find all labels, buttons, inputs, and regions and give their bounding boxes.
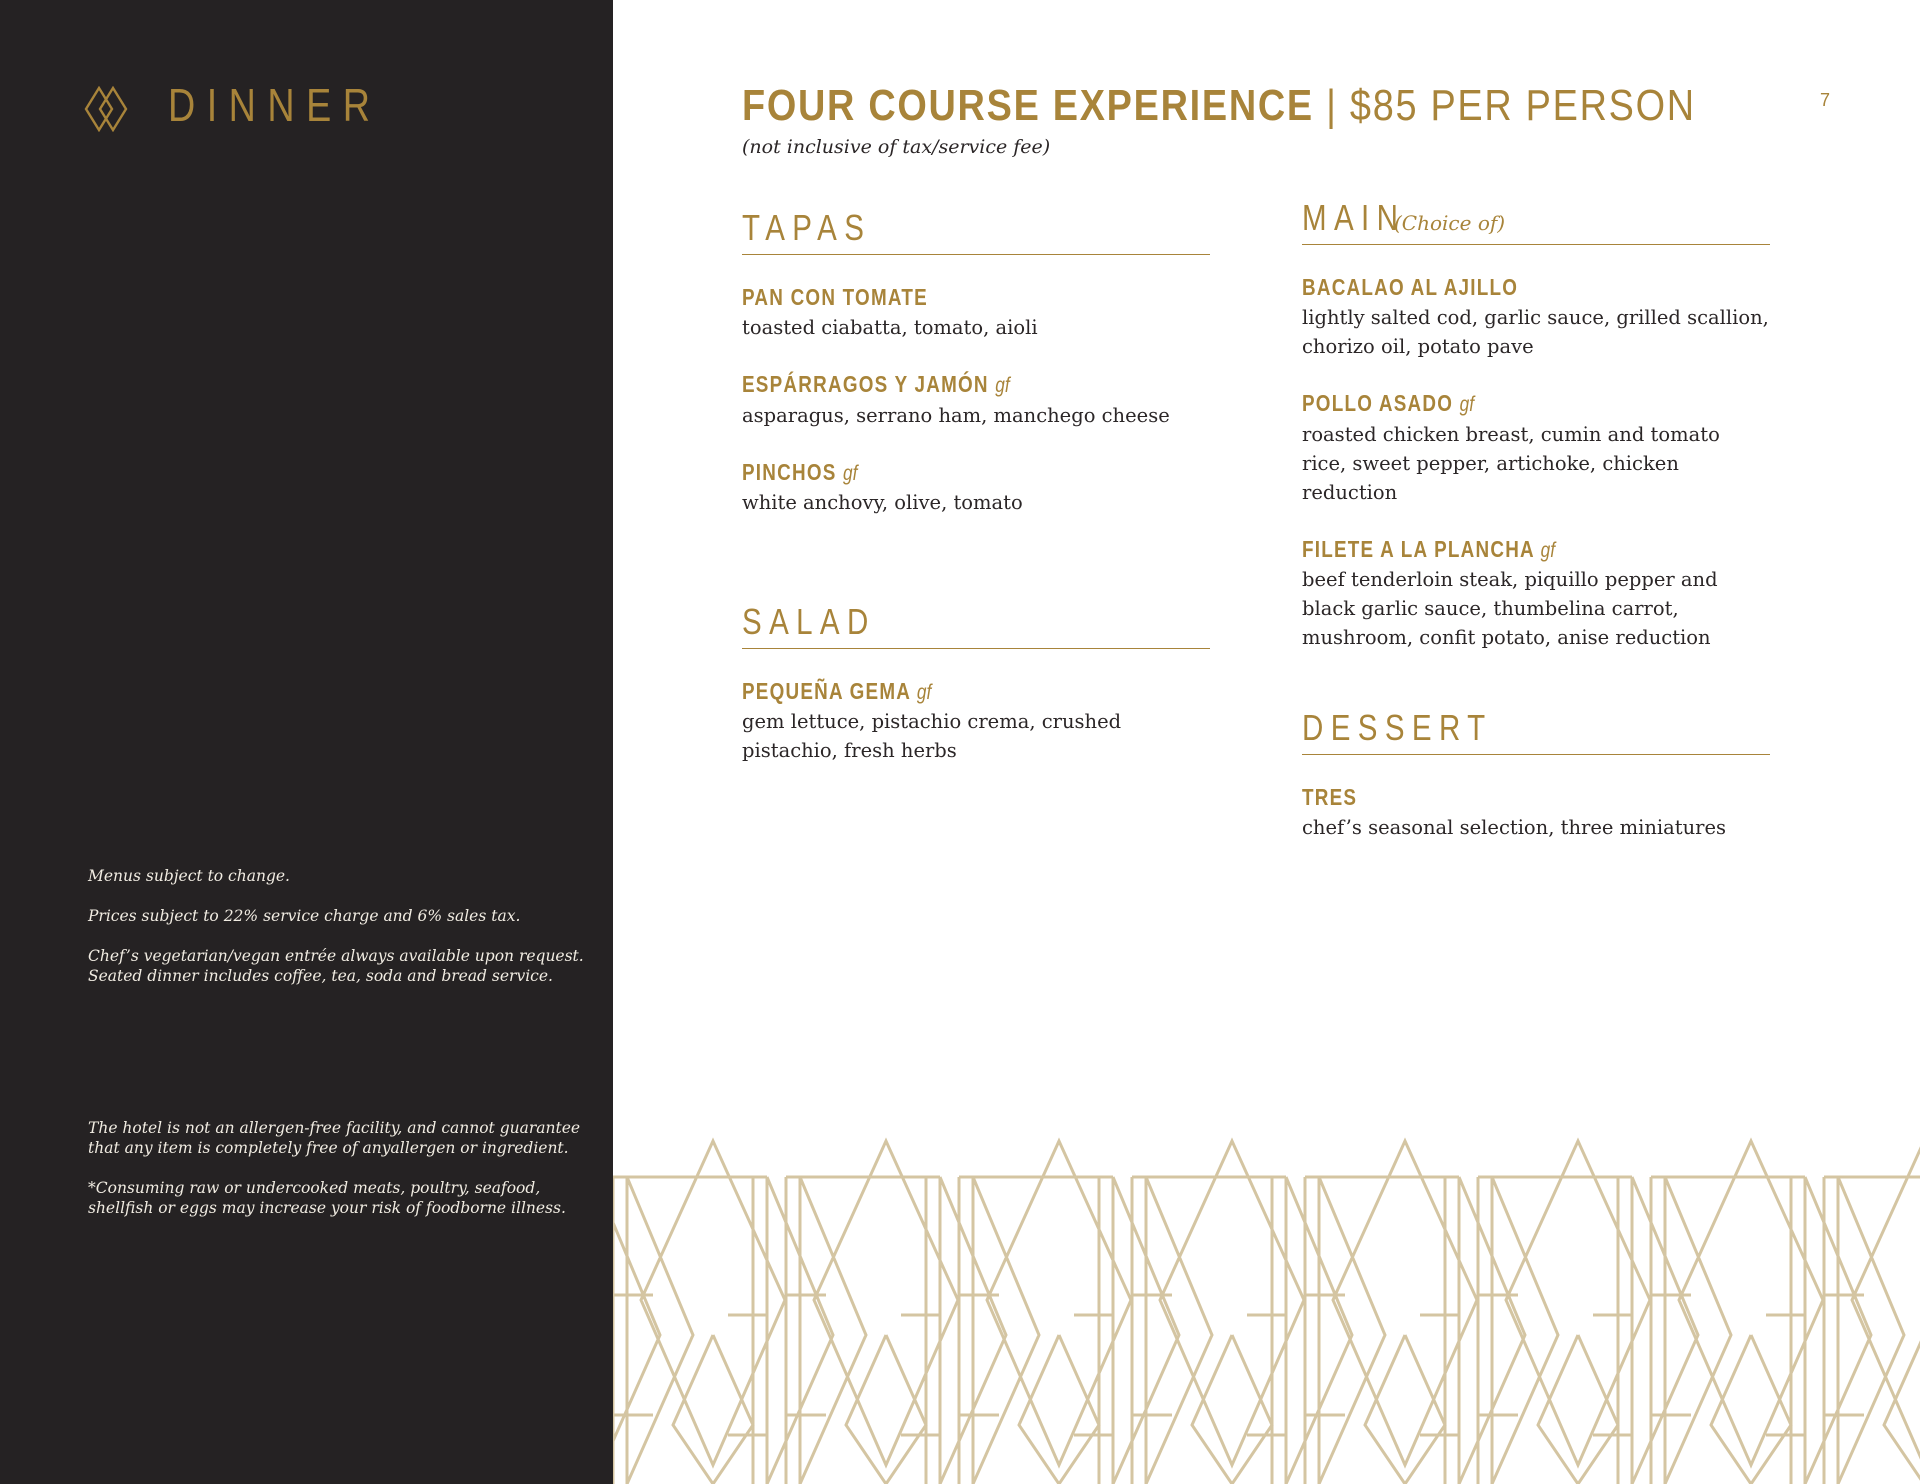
geometric-diamond-pattern (613, 1135, 1920, 1484)
section-main (1302, 197, 1770, 652)
gluten-free-tag: gf (916, 681, 932, 704)
section-hint: (Choice of) (1394, 211, 1506, 235)
dish-name: PAN CON TOMATE (742, 284, 928, 310)
menu-item (1302, 391, 1770, 506)
dish-description: roasted chicken breast, cumin and tomato rice, sweet pepper, artichoke, chicken reduction (1302, 422, 1720, 504)
note-service-charge: Prices subject to 22% service charge and 6% sales tax. (88, 907, 521, 925)
note-raw-food: *Consuming raw or undercooked meats, poultry, seafood, shellfish or eggs may increase your risk of foodborne illness. (88, 1179, 566, 1217)
section-salad (742, 601, 1210, 765)
section-header (1302, 707, 1770, 755)
section-title: SALAD (742, 601, 876, 642)
section-header (1302, 197, 1770, 245)
dish-name: ESPÁRRAGOS Y JAMÓN gf (742, 371, 1010, 398)
gluten-free-tag: gf (995, 374, 1010, 398)
note-menus-change: Menus subject to change. (88, 867, 290, 885)
menu-item (742, 372, 1210, 429)
gluten-free-tag: gf (843, 461, 858, 485)
menu-item (742, 285, 1210, 342)
menu-item (1302, 537, 1770, 652)
dish-description: beef tenderloin steak, piquillo pepper and black garlic sauce, thumbelina carrot, mushroom, confit potato, anise reduction (1302, 567, 1718, 649)
section-title: TAPAS (742, 207, 872, 248)
note-allergen: The hotel is not an allergen-free facility, and cannot guarantee that any item is completely free of anyallergen or ingredient. (88, 1119, 581, 1157)
course-title: FOUR COURSE EXPERIENCE (742, 81, 1314, 130)
dish-name: BACALAO AL AJILLO (1302, 274, 1519, 300)
tax-note: (not inclusive of tax/service fee) (742, 136, 1051, 158)
diamond-logo-icon (84, 86, 128, 132)
title-separator: | (1326, 81, 1338, 130)
dish-description: lightly salted cod, garlic sauce, grilled scallion, chorizo oil, potato pave (1302, 306, 1769, 359)
menu-item (1302, 275, 1770, 361)
gluten-free-tag: gf (1540, 538, 1556, 562)
page-title (742, 81, 1696, 130)
dish-name: FILETE A LA PLANCHA gf (1302, 535, 1556, 562)
gluten-free-tag: gf (1459, 393, 1474, 417)
dish-description: toasted ciabatta, tomato, aioli (742, 316, 1038, 340)
dish-name: PEQUEÑA GEMA gf (742, 678, 932, 704)
dish-name: PINCHOS gf (742, 458, 858, 485)
menu-item (742, 460, 1210, 517)
pattern-lines (613, 1141, 1920, 1484)
menu-item (1302, 785, 1770, 842)
section-header (742, 207, 1210, 255)
section-header (742, 601, 1210, 649)
dish-description: asparagus, serrano ham, manchego cheese (742, 403, 1170, 427)
dish-description: white anchovy, olive, tomato (742, 490, 1023, 514)
note-vegetarian: Chef’s vegetarian/vegan entrée always available upon request. Seated dinner includes coffee, tea, soda and bread service. (88, 947, 584, 985)
section-dessert (1302, 707, 1770, 842)
dish-name: TRES (1302, 784, 1358, 810)
disclaimer-notes (88, 866, 588, 1006)
sidebar-title: DINNER (168, 79, 382, 131)
dish-description: chef’s seasonal selection, three miniatures (1302, 816, 1727, 840)
price-label: $85 PER PERSON (1349, 81, 1696, 130)
allergen-notes (88, 1118, 588, 1238)
page-number: 7 (1820, 90, 1831, 110)
dish-name: POLLO ASADO gf (1302, 390, 1474, 417)
menu-item (742, 679, 1210, 765)
section-title: DESSERT (1302, 707, 1493, 748)
sidebar (0, 0, 613, 1484)
dish-description: gem lettuce, pistachio crema, crushed pistachio, fresh herbs (742, 710, 1122, 763)
section-title: MAIN (1302, 197, 1406, 238)
section-tapas (742, 207, 1210, 517)
